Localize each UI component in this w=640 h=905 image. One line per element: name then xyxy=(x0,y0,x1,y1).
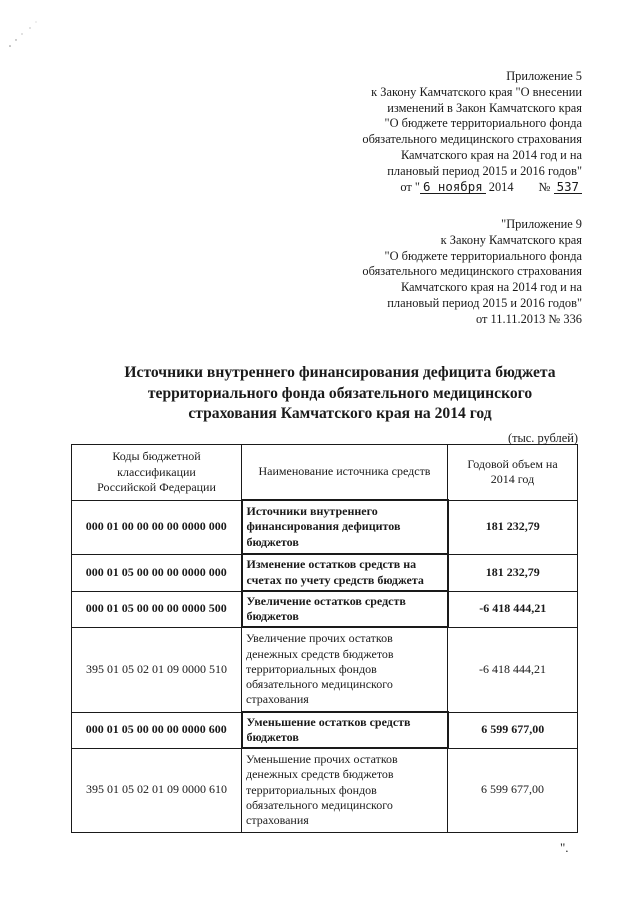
appendix-9-line: обязательного медицинского страхования xyxy=(362,264,582,279)
row-name: Увеличение остатков средств бюджетов xyxy=(242,591,448,627)
row-name: Уменьшение прочих остатков денежных средств бюджетов территориальных фондов обязательного медицинского страхования xyxy=(242,748,448,832)
appendix-9-line: плановый период 2015 и 2016 годов" xyxy=(387,295,582,310)
header-line: Российской Федерации xyxy=(97,479,216,494)
header-line: классификации xyxy=(117,464,196,479)
row-code: 000 01 05 00 00 00 0000 600 xyxy=(72,712,242,748)
appendix-5-line: Камчатского края на 2014 год и на xyxy=(400,147,582,162)
row-amount: -6 418 444,21 xyxy=(448,627,578,712)
appendix-9-line: от 11.11.2013 № 336 xyxy=(476,311,582,326)
title-line: страхования Камчатского края на 2014 год xyxy=(188,405,492,422)
appendix-9-header xyxy=(362,217,582,328)
header-line: Годовой объем на xyxy=(467,456,558,471)
handwritten-date: 6 ноября xyxy=(420,180,486,194)
row-code: 000 01 05 00 00 00 0000 500 xyxy=(72,591,242,627)
table-row xyxy=(72,591,578,627)
scan-specks xyxy=(6,18,46,63)
table-row xyxy=(72,500,578,554)
row-amount: 6 599 677,00 xyxy=(448,748,578,832)
appendix-5-line: к Закону Камчатского края "О внесении xyxy=(371,84,582,99)
appendix-5-line: обязательного медицинского страхования xyxy=(362,132,582,147)
row-code: 000 01 00 00 00 00 0000 000 xyxy=(72,500,242,554)
row-amount: 181 232,79 xyxy=(448,554,578,591)
financing-sources-table xyxy=(71,444,578,833)
title-line: Источники внутреннего финансирования дефицита бюджета xyxy=(124,364,556,381)
law-date-line xyxy=(362,180,582,196)
header-line: 2014 год xyxy=(490,472,535,487)
row-name: Уменьшение остатков средств бюджетов xyxy=(242,712,448,748)
header-line: Коды бюджетной xyxy=(112,449,201,464)
appendix-9-line: "Приложение 9 xyxy=(501,217,582,231)
row-amount: 6 599 677,00 xyxy=(448,712,578,748)
row-code: 395 01 05 02 01 09 0000 510 xyxy=(72,627,242,712)
table-row xyxy=(72,627,578,712)
date-prefix: от " xyxy=(400,179,420,194)
closing-quote: ". xyxy=(560,840,569,855)
header-source-name: Наименование источника средств xyxy=(242,445,448,501)
row-code: 395 01 05 02 01 09 0000 610 xyxy=(72,748,242,832)
appendix-9-line: "О бюджете территориального фонда xyxy=(384,248,582,263)
header-annual-amount xyxy=(448,445,578,501)
date-year: 2014 xyxy=(488,179,514,194)
appendix-5-line: "О бюджете территориального фонда xyxy=(384,116,582,131)
row-name: Увеличение прочих остатков денежных средств бюджетов территориальных фондов обязательного медицинского страхования xyxy=(242,627,448,712)
appendix-5-line: Приложение 5 xyxy=(506,69,582,83)
document-title xyxy=(70,363,610,425)
table-row xyxy=(72,748,578,832)
number-prefix: № xyxy=(538,179,551,194)
appendix-5-header xyxy=(362,69,582,195)
table-row xyxy=(72,554,578,591)
row-name: Источники внутреннего финансирования дефицитов бюджетов xyxy=(242,500,448,554)
row-amount: 181 232,79 xyxy=(448,500,578,554)
row-code: 000 01 05 00 00 00 0000 000 xyxy=(72,554,242,591)
appendix-5-line: изменений в Закон Камчатского края xyxy=(387,100,582,115)
title-line: территориального фонда обязательного медицинского xyxy=(147,384,533,402)
appendix-9-line: к Закону Камчатского края xyxy=(440,232,582,247)
appendix-5-line: плановый период 2015 и 2016 годов" xyxy=(387,163,582,178)
row-name: Изменение остатков средств на счетах по учету средств бюджета xyxy=(242,554,448,591)
table-row xyxy=(72,712,578,748)
appendix-9-line: Камчатского края на 2014 год и на xyxy=(400,280,582,295)
header-budget-codes xyxy=(72,445,242,501)
row-amount: -6 418 444,21 xyxy=(448,591,578,627)
handwritten-number: 537 xyxy=(554,180,582,194)
units-label: (тыс. рублей) xyxy=(507,431,578,445)
table-header-row xyxy=(72,445,578,501)
